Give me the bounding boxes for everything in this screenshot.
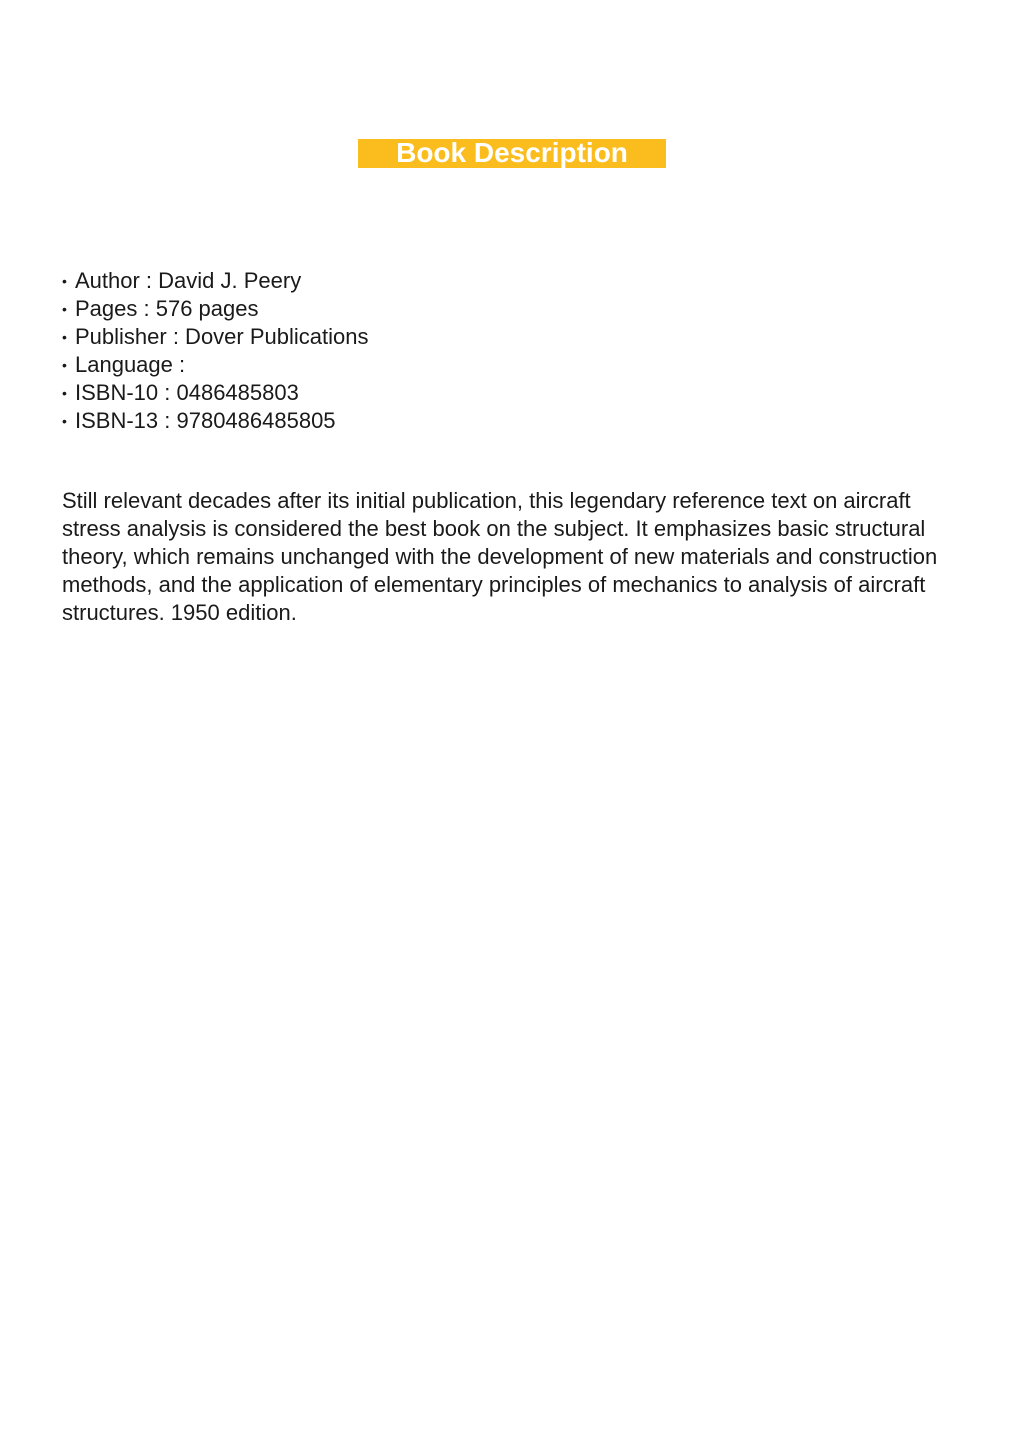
detail-isbn-10: ISBN-10 : 0486485803 xyxy=(75,380,299,405)
list-item xyxy=(62,267,368,295)
bullet-icon: • xyxy=(62,273,67,289)
list-item xyxy=(62,323,368,351)
page-title: Book Description xyxy=(396,137,628,168)
detail-author: Author : David J. Peery xyxy=(75,268,302,293)
bullet-icon: • xyxy=(62,413,67,429)
list-item xyxy=(62,351,368,379)
detail-pages: Pages : 576 pages xyxy=(75,296,259,321)
detail-publisher: Publisher : Dover Publications xyxy=(75,324,369,349)
bullet-icon: • xyxy=(62,357,67,373)
book-description-text: Still relevant decades after its initial publication, this legendary reference text on aircraft stress analysis is considered the best book on the subject. It emphasizes basic structural theory, which remains unchanged with the development of new materials and construction methods, and the application of elementary principles of mechanics to analysis of aircraft structures. 1950 edition. xyxy=(62,488,938,625)
list-item xyxy=(62,407,368,435)
bullet-icon: • xyxy=(62,301,67,317)
bullet-icon: • xyxy=(62,385,67,401)
list-item xyxy=(62,379,368,407)
list-item xyxy=(62,295,368,323)
title-banner xyxy=(358,139,666,168)
bullet-icon: • xyxy=(62,329,67,345)
book-details-list xyxy=(62,267,368,435)
detail-language: Language : xyxy=(75,352,186,377)
detail-isbn-13: ISBN-13 : 9780486485805 xyxy=(75,408,336,433)
